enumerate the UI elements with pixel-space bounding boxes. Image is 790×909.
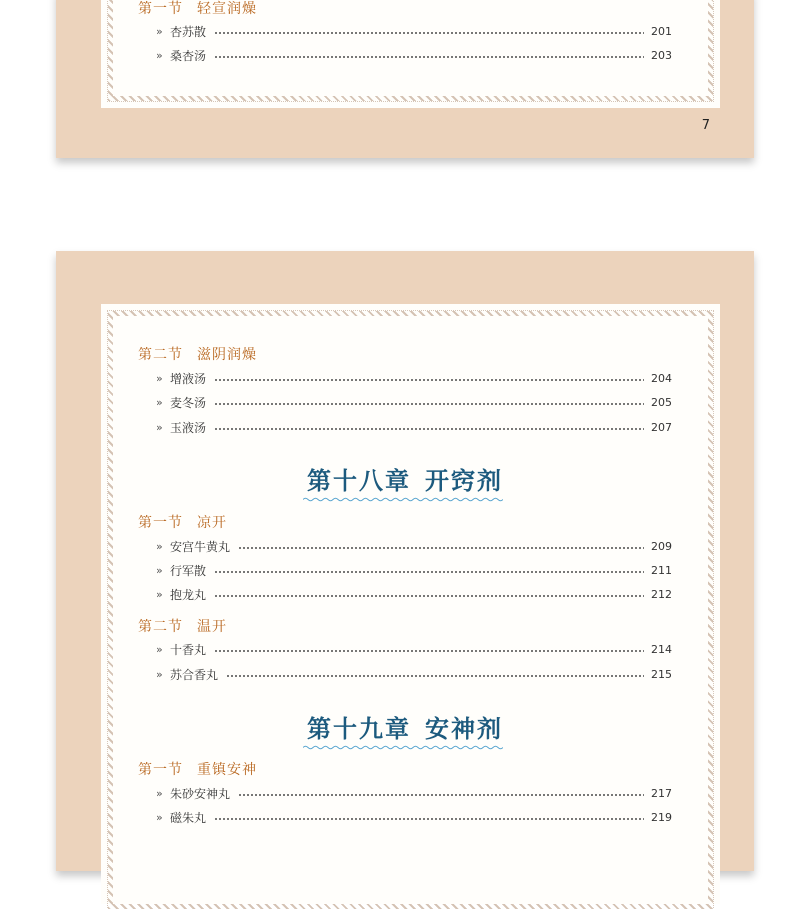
toc-entry[interactable] <box>156 808 672 826</box>
section-label: 第一节 <box>138 762 183 778</box>
entry-page-number: 214 <box>651 642 672 656</box>
dot-leader <box>214 379 644 381</box>
entry-page-number: 217 <box>651 786 672 800</box>
dot-leader <box>214 32 644 34</box>
double-chevron-right-icon: » <box>156 539 163 553</box>
double-chevron-right-icon: » <box>156 48 163 62</box>
section-heading <box>138 512 227 532</box>
toc-entry[interactable] <box>156 784 672 802</box>
entry-title: 杏苏散 <box>170 24 207 39</box>
dot-leader <box>238 794 644 796</box>
section-title: 温开 <box>197 619 227 635</box>
toc-entry[interactable] <box>156 665 672 683</box>
section-heading <box>138 759 257 779</box>
dot-leader <box>214 571 644 573</box>
chapter-title: 开窍剂 <box>425 466 503 495</box>
dot-leader <box>214 818 644 820</box>
section-heading <box>138 0 257 18</box>
entry-page-number: 207 <box>651 420 672 434</box>
section-heading <box>138 616 227 636</box>
entry-title: 行军散 <box>170 563 207 578</box>
book-page-top <box>56 0 754 158</box>
dot-leader <box>214 595 644 597</box>
double-chevron-right-icon: » <box>156 810 163 824</box>
entry-page-number: 205 <box>651 395 672 409</box>
chapter-heading <box>56 461 754 502</box>
entry-title: 十香丸 <box>170 642 207 657</box>
double-chevron-right-icon: » <box>156 642 163 656</box>
entry-title: 玉液汤 <box>170 420 207 435</box>
section-label: 第一节 <box>138 515 183 531</box>
double-chevron-right-icon: » <box>156 371 163 385</box>
chapter-heading <box>56 709 754 750</box>
double-chevron-right-icon: » <box>156 667 163 681</box>
dot-leader <box>214 650 644 652</box>
dot-leader <box>238 547 644 549</box>
chapter-title: 安神剂 <box>425 714 503 743</box>
dot-leader <box>226 675 644 677</box>
entry-title: 抱龙丸 <box>170 587 207 602</box>
chapter-label: 第十九章 <box>307 714 411 743</box>
entry-title: 苏合香丸 <box>170 667 219 682</box>
toc-entry[interactable] <box>156 585 672 603</box>
section-title: 重镇安神 <box>197 762 257 778</box>
section-title: 凉开 <box>197 515 227 531</box>
dot-leader <box>214 56 644 58</box>
double-chevron-right-icon: » <box>156 563 163 577</box>
double-chevron-right-icon: » <box>156 24 163 38</box>
entry-title: 安宫牛黄丸 <box>170 539 231 554</box>
section-label: 第二节 <box>138 347 183 363</box>
toc-entry[interactable] <box>156 46 672 64</box>
entry-page-number: 204 <box>651 371 672 385</box>
section-heading <box>138 344 257 364</box>
toc-entry[interactable] <box>156 561 672 579</box>
wave-underline <box>303 497 503 502</box>
entry-title: 桑杏汤 <box>170 48 207 63</box>
section-label: 第二节 <box>138 619 183 635</box>
dot-leader <box>214 428 644 430</box>
entry-page-number: 201 <box>651 24 672 38</box>
section-title: 滋阴润燥 <box>197 347 257 363</box>
entry-page-number: 211 <box>651 563 672 577</box>
entry-title: 磁朱丸 <box>170 810 207 825</box>
page-number: 7 <box>701 118 710 133</box>
entry-page-number: 203 <box>651 48 672 62</box>
entry-page-number: 212 <box>651 587 672 601</box>
section-title: 轻宣润燥 <box>197 1 257 17</box>
double-chevron-right-icon: » <box>156 587 163 601</box>
entry-page-number: 215 <box>651 667 672 681</box>
chapter-label: 第十八章 <box>307 466 411 495</box>
entry-title: 麦冬汤 <box>170 395 207 410</box>
toc-entry[interactable] <box>156 640 672 658</box>
entry-title: 朱砂安神丸 <box>170 786 231 801</box>
entry-page-number: 209 <box>651 539 672 553</box>
wave-underline <box>303 745 503 750</box>
entry-page-number: 219 <box>651 810 672 824</box>
dot-leader <box>214 403 644 405</box>
toc-entry[interactable] <box>156 22 672 40</box>
toc-entry[interactable] <box>156 369 672 387</box>
double-chevron-right-icon: » <box>156 395 163 409</box>
toc-entry[interactable] <box>156 418 672 436</box>
double-chevron-right-icon: » <box>156 786 163 800</box>
double-chevron-right-icon: » <box>156 420 163 434</box>
book-page-bottom <box>56 251 754 871</box>
toc-entry[interactable] <box>156 393 672 411</box>
section-label: 第一节 <box>138 1 183 17</box>
toc-entry[interactable] <box>156 537 672 555</box>
entry-title: 增液汤 <box>170 371 207 386</box>
